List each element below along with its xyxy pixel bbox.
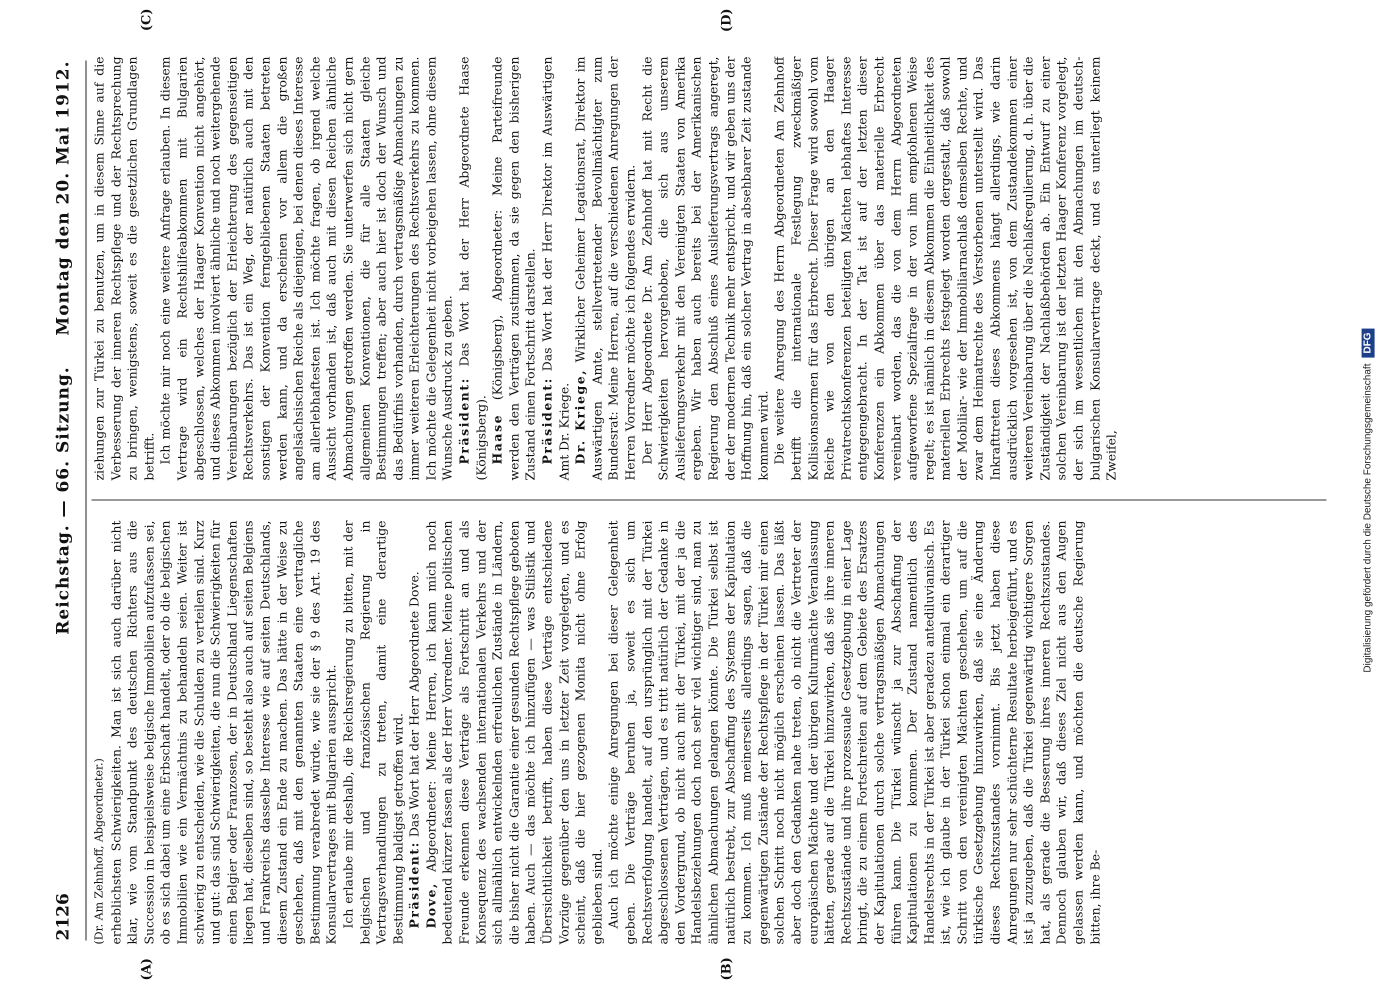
speaker-label: Präsident: <box>406 841 422 929</box>
paragraph <box>490 57 540 481</box>
paragraph-text: Das Wort hat der Herr Abgeordnete Haase (Königsberg). <box>456 56 489 481</box>
session-title: Reichstag. — 66. Sitzung. <box>53 366 74 635</box>
credit-text: Digitalisierung gefördert durch die Deutsche Forschungsgemeinschaft <box>1362 363 1374 673</box>
speaker-label: Haase <box>489 413 505 465</box>
paragraph: Ich möchte mir noch eine weitere Anfrage erlauben. In diesem Vertrage wird ein Rechtshilfeabkommen mit Bulgarien abgeschlossen, welches der Haager Konvention nicht angehört, und dieses Abkommen involviert ähnliche und noch weitergehende Vereinbarungen bezüglich der Erleichterung des gegenseitigen Rechtsverkehrs. Das ist ein Weg, der natürlich auch mit den sonstigen der Konvention ferngebliebenen Staaten betreten werden kann, und da erscheinen vor allem die großen angelsächsischen Reiche als diejenigen, bei denen dieses Interesse am allerlebhaftesten ist. Ich möchte fragen, ob irgend welche Aussicht vorhanden ist, daß auch mit diesen Reichen ähnliche Abmachungen getroffen werden. Sie unterwerfen sich nicht gern allgemeinen Konventionen, die für alle Staaten gleiche Bestimmungen treffen; aber auch hier ist doch der Wunsch und das Bedürfnis vorhanden, durch vertragsmäßige Abmachungen zu immer weiteren Erleichterungen des Rechtsverkehrs zu kommen. Ich möchte die Gelegenheit nicht vorbeigehen lassen, ohne diesem Wunsche Ausdruck zu geben. <box>157 56 455 481</box>
session-date: Montag den 20. Mai 1912. <box>53 60 74 336</box>
paragraph <box>407 521 424 945</box>
margin-mark-a: (A) <box>139 958 155 981</box>
margin-mark-c: (C) <box>139 8 155 32</box>
paragraph: Die weitere Anregung des Herrn Abgeordneten Am Zehnhoff betrifft die internationale Festlegung zweckmäßiger Kollisionsnormen für das Erbrecht. Dieser Frage wird sowohl vom Reiche wie von den übrigen an den Haager Privatrechtskonferenzen beteiligten Mächten lebhaftes Interesse entgegengebracht. In der Tat ist auf der letzten dieser Konferenzen ein Abkommen über das materielle Erbrecht vereinbart worden, das die von dem Herrn Abgeordneten aufgeworfene Spezialfrage in der von ihm empfohlenen Weise regelt; es ist nämlich in diesem Abkommen die Einheitlichkeit des materiellen Erbrechts festgelegt worden dergestalt, daß sowohl der Mobiliar- wie der Immobiliarnachlaß demselben Rechte, und zwar dem Heimatrechte des Verstorbenen unterstellt wird. Das Inkrafttreten dieses Abkommens hängt allerdings, wie darin ausdrücklich vorgesehen ist, von dem Zustandekommen einer weiteren Vereinbarung über die Nachlaßregulierung, d. h. über die Zuständigkeit der Nachlaßbehörden ab. Ein Entwurf zu einer solchen Vereinbarung ist der letzten Haager Konferenz vorgelegt, der sich im wesentlichen mit den Abmachungen im deutsch-bulgarischen Konsularvertrage deckt, und es unterliegt keinem Zweifel, <box>771 56 1119 481</box>
header-rule <box>86 61 87 941</box>
paragraph <box>423 521 606 945</box>
left-column <box>92 521 1332 945</box>
paragraph <box>457 57 490 481</box>
right-column <box>92 57 1332 481</box>
paragraph: Der Herr Abgeordnete Dr. Am Zehnhoff hat mit Recht die Schwierigkeiten hervorgehoben, die sich aus unserem Auslieferungsverkehr mit den Vereinigten Staaten von Amerika ergeben. Wir haben auch bereits bei der Amerikanischen Regierung den Abschluß eines Auslieferungsvertrags angeregt, der der modernen Technik mehr entspricht, und wir geben uns der Hoffnung hin, daß ein solcher Vertrag in absehbarer Zeit zustande kommen wird. <box>639 56 771 481</box>
speaker-label: Dr. Kriege, <box>572 368 588 465</box>
dfg-logo-icon: DFG <box>1362 328 1375 357</box>
paragraph-text: Abgeordneter: Meine Herren, ich kann mich noch bedeutend kürzer fassen als der Herr Vorredner. Meine politischen Freunde erkennen diese Verträge als Fortschritt an und als Konsequenz des wachsenden internationalen Verkehrs und der sich allmählich entwickelnden erfreulichen Zustände in Ländern, die bisher nicht die Garantie einer gesunden Rechtspflege geboten haben. Auch — das möchte ich hinzufügen — was Stilistik und Übersichtlichkeit betrifft, haben diese Verträge entschiedene Vorzüge gegenüber den uns in letzter Zeit vorgelegten, und es scheint, daß die hier gezogenen Monita nicht ohne Erfolg geblieben sind. <box>423 520 605 945</box>
speaker-note: (Dr. Am Zehnhoff, Abgeordneter.) <box>92 758 106 945</box>
paragraph-text: (Königsberg), Abgeordneter: Meine Parteifreunde werden den Verträgen zustimmen, da sie gegen den bisherigen Zustand einen Fortschritt darstellen. <box>489 56 538 481</box>
speaker-label: Präsident: <box>539 377 555 465</box>
paragraph-text: Wirklicher Geheimer Legationsrat, Direktor im Auswärtigen Amte, stellvertretender Bevollmächtigter zum Bundesrat: Meine Herren, auf die verschiedenen Anregungen der Herren Vorredner möchte ich folgendes erwidern. <box>572 56 638 481</box>
document-page <box>0 1 1383 1001</box>
paragraph: ziehungen zur Türkei zu benutzen, um in diesem Sinne auf die Verbesserung der inneren Rechtspflege und der Rechtsprechung zu bringen, wenigstens, soweit es die gesetzlichen Grundlagen betrifft. <box>91 56 157 481</box>
paragraph-text: Das Wort hat der Herr Abgeordnete Dove. <box>406 571 422 838</box>
margin-mark-b: (B) <box>719 957 735 981</box>
running-header <box>50 61 80 941</box>
margin-mark-d: (D) <box>719 8 735 33</box>
paragraph-text: Das Wort hat der Herr Direktor im Auswärtigen Amt Dr. Kriege. <box>539 56 572 481</box>
paragraph <box>573 57 639 481</box>
digitization-credit <box>1353 0 1383 1000</box>
speaker-label: Dove, <box>423 882 439 929</box>
paragraph <box>540 57 573 481</box>
paragraph: erheblichsten Schwierigkeiten. Man ist sich auch darüber nicht klar, wie vom Standpunkt des deutschen Richters aus die Succession in beispielsweise belgische Immobilien aufzufassen sei, ob es sich dabei um eine Erbschaft handelt, oder ob die belgischen Immobilien wie ein Vermächtnis zu behandeln seien. Weiter ist schwierig zu entscheiden, wie die Schulden zu verteilen sind. Kurz und gut: das sind Schwierigkeiten, die nun die Schwierigkeiten für einen Belgier oder Franzosen, der in Deutschland Liegenschaften liegen hat, dieselben sind, so besteht also auch auf seiten Belgiens und Frankreichs dasselbe Interesse wie auf seiten Deutschlands, diesem Zustand ein Ende zu machen. Das hätte in der Weise zu geschehen, daß mit den genannten Staaten eine vertragliche Bestimmung verabredet würde, wie sie der § 9 des Art. 19 des Konsularvertrages mit Bulgarien ausspricht. <box>108 520 339 945</box>
paragraph: Ich erlaube mir deshalb, die Reichsregierung zu bitten, mit der belgischen und französischen Regierung in Vertragsverhandlungen zu treten, damit eine derartige Bestimmung baldigst getroffen wird. <box>340 520 406 945</box>
column-divider <box>92 500 1327 501</box>
page-number: 2126 <box>53 893 74 941</box>
paragraph: Auch ich möchte einige Anregungen bei dieser Gelegenheit geben. Die Verträge beruhen ja, soweit es sich um Rechtsverfolgung handelt, auf den ursprünglich mit der Türkei abgeschlossenen Verträgen, und es tritt natürlich der Gedanke in den Vordergrund, ob nicht auch mit der Türkei, mit der ja die Handelsbeziehungen doch noch sehr viel wichtiger sind, man zu ähnlichen Abmachungen gelangen könnte. Die Türkei selbst ist natürlich bestrebt, zur Abschaffung des Systems der Kapitulation zu kommen. Ich muß meinerseits allerdings sagen, daß die gegenwärtigen Zustände der Rechtspflege in der Türkei mir einen solchen Schritt noch nicht möglich erscheinen lassen. Das läßt aber doch den Gedanken nahe treten, ob nicht die Vertreter der europäischen Mächte und der übrigen Kulturmächte Veranlassung hätten, gerade auf die Türkei hinzuwirken, daß sie ihre inneren Rechtszustände und ihre prozessuale Gesetzgebung in einer Lage bringt, die zu einem Fortschreiten auf dem Gebiete des Ersatzes der Kapitulationen durch solche vertragsmäßigen Abmachungen führen kann. Die Türkei wünscht ja zur Abschaffung der Kapitulationen zu kommen. Der Zustand namentlich des Handelsrechts in der Türkei ist aber geradezu antediluvianisch. Es ist, wie ich glaube in der Türkei schon einmal ein derartiger Schritt von den vereinigten Mächten geschehen, um auf die türkische Gesetzgebung hinzuwirken, daß sie eine Änderung dieses Rechtszustandes vornimmt. Bis jetzt haben diese Anregungen nur sehr schüchterne Resultate herbeigeführt, und es ist ja zuzugeben, daß die Türkei gegenwärtig wichtigere Sorgen hat, als gerade die Besserung ihres inneren Rechtszustandes. Dennoch glauben wir, daß dieses Ziel nicht aus den Augen gelassen werden kann, und möchten die deutsche Regierung bitten, ihre Be- <box>605 520 1103 945</box>
speaker-label: Präsident: <box>456 377 472 465</box>
